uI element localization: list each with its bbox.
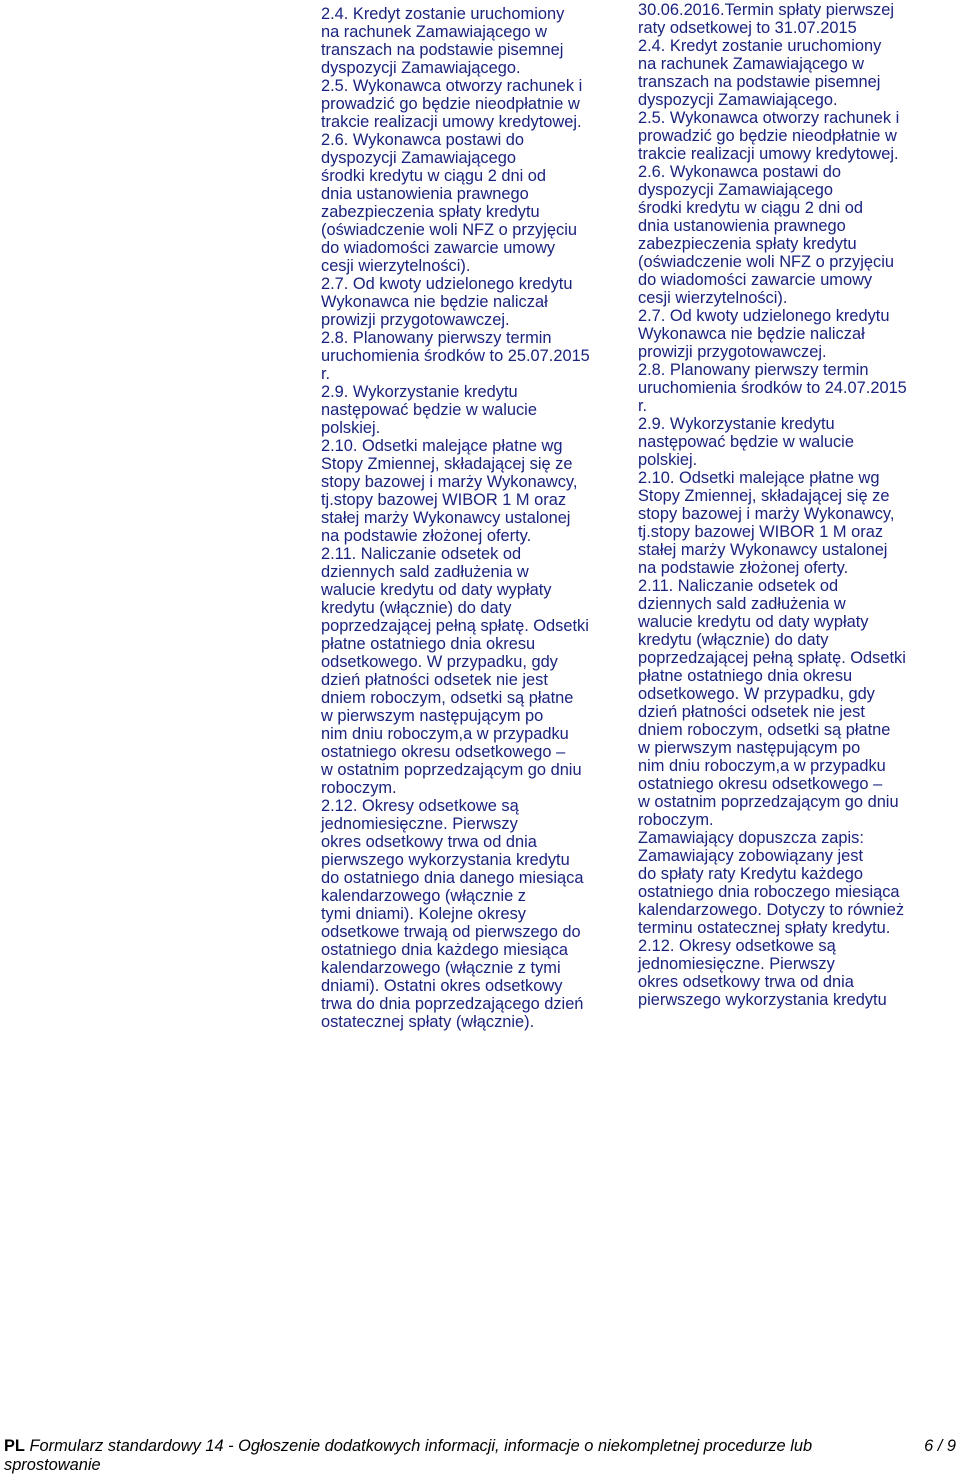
text-line: Zamawiający zobowiązany jest	[638, 847, 864, 865]
text-line: pierwszego wykorzystania kredytu	[321, 851, 570, 869]
text-line: odsetkowe trwają od pierwszego do	[321, 923, 581, 941]
text-line: tj.stopy bazowej WIBOR 1 M oraz	[638, 523, 884, 541]
text-line: do ostatniego dnia danego miesiąca	[321, 869, 584, 887]
text-line: na rachunek Zamawiającego w	[638, 55, 864, 73]
text-line: prowadzić go będzie nieodpłatnie w	[638, 127, 897, 145]
text-line: ostatniego dnia każdego miesiąca	[321, 941, 568, 959]
text-line: kalendarzowego (włącznie z tymi	[321, 959, 561, 977]
text-line: nim dniu roboczym,a w przypadku	[321, 725, 569, 743]
text-line: prowizji przygotowawczej.	[638, 343, 827, 361]
text-line: transzach na podstawie pisemnej	[321, 41, 564, 59]
text-line: Wykonawca nie będzie naliczał	[321, 293, 548, 311]
text-line: dyspozycji Zamawiającego.	[321, 59, 521, 77]
text-line: 2.5. Wykonawca otworzy rachunek i	[321, 77, 583, 95]
text-line: 2.8. Planowany pierwszy termin	[321, 329, 552, 347]
text-line: na podstawie złożonej oferty.	[321, 527, 532, 545]
text-line: 2.6. Wykonawca postawi do	[321, 131, 525, 149]
text-line: 2.9. Wykorzystanie kredytu	[321, 383, 518, 401]
text-line: 2.11. Naliczanie odsetek od	[321, 545, 522, 563]
text-line: 2.7. Od kwoty udzielonego kredytu	[638, 307, 890, 325]
text-line: jednomiesięczne. Pierwszy	[638, 955, 835, 973]
text-line: 2.12. Okresy odsetkowe są	[321, 797, 519, 815]
text-line: cesji wierzytelności).	[321, 257, 471, 275]
text-line: kalendarzowego. Dotyczy to również	[638, 901, 905, 919]
text-line: 2.4. Kredyt zostanie uruchomiony	[321, 5, 565, 23]
footer-form-title: Formularz standardowy 14 - Ogłoszenie dodatkowych informacji, informacje o niekompletnej procedurze lub	[29, 1437, 813, 1455]
text-line: Stopy Zmiennej, składającej się ze	[638, 487, 890, 505]
text-line: polskiej.	[321, 419, 381, 437]
text-line: polskiej.	[638, 451, 698, 469]
text-line: prowadzić go będzie nieodpłatnie w	[321, 95, 580, 113]
text-line: kredytu (włącznie) do daty	[638, 631, 829, 649]
text-line: do wiadomości zawarcie umowy	[638, 271, 873, 289]
text-line: dyspozycji Zamawiającego.	[638, 91, 838, 109]
text-line: 2.11. Naliczanie odsetek od	[638, 577, 839, 595]
text-line: 2.10. Odsetki malejące płatne wg	[321, 437, 563, 455]
text-line: dzień płatności odsetek nie jest	[321, 671, 548, 689]
text-line: (oświadczenie woli NFZ o przyjęciu	[321, 221, 577, 239]
text-line: nim dniu roboczym,a w przypadku	[638, 757, 886, 775]
text-line: okres odsetkowy trwa od dnia	[638, 973, 854, 991]
text-line: płatne ostatniego dnia okresu	[638, 667, 853, 685]
text-line: na podstawie złożonej oferty.	[638, 559, 849, 577]
text-line: środki kredytu w ciągu 2 dni od	[321, 167, 547, 185]
text-line: stopy bazowej i marży Wykonawcy,	[638, 505, 895, 523]
text-line: do spłaty raty Kredytu każdego	[638, 865, 864, 883]
text-line: do wiadomości zawarcie umowy	[321, 239, 556, 257]
text-line: uruchomienia środków to 25.07.2015	[321, 347, 590, 365]
text-line: w pierwszym następującym po	[321, 707, 544, 725]
text-line: Stopy Zmiennej, składającej się ze	[321, 455, 573, 473]
text-line: Zamawiający dopuszcza zapis:	[638, 829, 864, 847]
text-line: cesji wierzytelności).	[638, 289, 788, 307]
text-line: stałej marży Wykonawcy ustalonej	[638, 541, 888, 559]
text-line: dyspozycji Zamawiającego	[638, 181, 833, 199]
text-line: prowizji przygotowawczej.	[321, 311, 510, 329]
text-line: dniem roboczym, odsetki są płatne	[321, 689, 574, 707]
text-line: (oświadczenie woli NFZ o przyjęciu	[638, 253, 894, 271]
text-line: trwa do dnia poprzedzającego dzień	[321, 995, 584, 1013]
text-line: trakcie realizacji umowy kredytowej.	[321, 113, 582, 131]
text-line: poprzedzającej pełną spłatę. Odsetki	[321, 617, 589, 635]
text-line: okres odsetkowy trwa od dnia	[321, 833, 537, 851]
text-line: dziennych sald zadłużenia w	[638, 595, 846, 613]
text-line: odsetkowego. W przypadku, gdy	[321, 653, 558, 671]
text-line: roboczym.	[321, 779, 397, 797]
text-line: dzień płatności odsetek nie jest	[638, 703, 865, 721]
text-line: walucie kredytu od daty wypłaty	[638, 613, 869, 631]
text-line: dniem roboczym, odsetki są płatne	[638, 721, 891, 739]
text-line: środki kredytu w ciągu 2 dni od	[638, 199, 864, 217]
text-line: stałej marży Wykonawcy ustalonej	[321, 509, 571, 527]
text-line: Wykonawca nie będzie naliczał	[638, 325, 865, 343]
text-line: r.	[638, 397, 648, 415]
text-line: w ostatnim poprzedzającym go dniu	[321, 761, 582, 779]
text-line: dnia ustanowienia prawnego	[638, 217, 846, 235]
text-line: 2.5. Wykonawca otworzy rachunek i	[638, 109, 900, 127]
text-line: 2.6. Wykonawca postawi do	[638, 163, 842, 181]
text-line: dniami). Ostatni okres odsetkowy	[321, 977, 563, 995]
text-line: kredytu (włącznie) do daty	[321, 599, 512, 617]
text-line: ostatniego okresu odsetkowego –	[638, 775, 883, 793]
text-line: raty odsetkowej to 31.07.2015	[638, 19, 857, 37]
text-line: odsetkowego. W przypadku, gdy	[638, 685, 875, 703]
text-line: jednomiesięczne. Pierwszy	[321, 815, 518, 833]
text-line: zabezpieczenia spłaty kredytu	[638, 235, 857, 253]
text-line: 2.9. Wykorzystanie kredytu	[638, 415, 835, 433]
text-line: 2.4. Kredyt zostanie uruchomiony	[638, 37, 882, 55]
text-line: terminu ostatecznej spłaty kredytu.	[638, 919, 891, 937]
text-line: walucie kredytu od daty wypłaty	[321, 581, 552, 599]
text-line: ostatniego okresu odsetkowego –	[321, 743, 566, 761]
text-line: dyspozycji Zamawiającego	[321, 149, 516, 167]
text-line: 2.10. Odsetki malejące płatne wg	[638, 469, 880, 487]
text-line: dziennych sald zadłużenia w	[321, 563, 529, 581]
footer-language-code: PL	[4, 1437, 25, 1455]
text-line: zabezpieczenia spłaty kredytu	[321, 203, 540, 221]
text-line: ostatecznej spłaty (włącznie).	[321, 1013, 535, 1031]
text-line: roboczym.	[638, 811, 714, 829]
text-line: kalendarzowego (włącznie z	[321, 887, 526, 905]
text-line: 30.06.2016.Termin spłaty pierwszej	[638, 1, 895, 19]
text-line: tymi dniami). Kolejne okresy	[321, 905, 526, 923]
text-line: uruchomienia środków to 24.07.2015	[638, 379, 907, 397]
text-line: r.	[321, 365, 331, 383]
text-line: 2.12. Okresy odsetkowe są	[638, 937, 836, 955]
text-line: w ostatnim poprzedzającym go dniu	[638, 793, 899, 811]
text-line: stopy bazowej i marży Wykonawcy,	[321, 473, 578, 491]
text-line: następować będzie w walucie	[638, 433, 854, 451]
page-footer	[4, 1437, 956, 1475]
text-line: płatne ostatniego dnia okresu	[321, 635, 536, 653]
text-line: następować będzie w walucie	[321, 401, 537, 419]
text-line: 2.7. Od kwoty udzielonego kredytu	[321, 275, 573, 293]
text-line: transzach na podstawie pisemnej	[638, 73, 881, 91]
text-line: ostatniego dnia roboczego miesiąca	[638, 883, 900, 901]
right-column-text	[638, 1, 958, 1009]
footer-form-title-cont: sprostowanie	[4, 1456, 101, 1474]
text-line: w pierwszym następującym po	[638, 739, 861, 757]
text-line: pierwszego wykorzystania kredytu	[638, 991, 887, 1009]
text-line: poprzedzającej pełną spłatę. Odsetki	[638, 649, 906, 667]
text-line: tj.stopy bazowej WIBOR 1 M oraz	[321, 491, 567, 509]
text-line: dnia ustanowienia prawnego	[321, 185, 529, 203]
text-line: trakcie realizacji umowy kredytowej.	[638, 145, 899, 163]
text-line: 2.8. Planowany pierwszy termin	[638, 361, 869, 379]
left-column-text	[321, 5, 639, 1031]
text-line: na rachunek Zamawiającego w	[321, 23, 547, 41]
footer-page-number: 6 / 9	[924, 1437, 956, 1455]
